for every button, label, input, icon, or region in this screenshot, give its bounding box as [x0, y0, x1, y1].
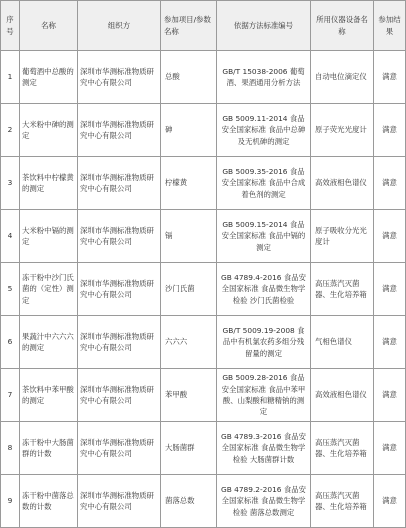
cell-standard: GB 4789.3-2016 食品安全国家标准 食品微生物学检验 大肠菌群计数: [217, 422, 311, 475]
cell-organizer: 深圳市华测标准物质研究中心有限公司: [78, 263, 161, 316]
cell-result: 满意: [374, 316, 406, 369]
cell-parameter: 苯甲酸: [161, 369, 217, 422]
header-std: 依据方法标准编号: [217, 1, 311, 51]
cell-organizer: 深圳市华测标准物质研究中心有限公司: [78, 422, 161, 475]
cell-instrument: 高压蒸汽灭菌器、生化培养箱: [311, 475, 374, 528]
header-org: 组织方: [78, 1, 161, 51]
cell-instrument: 原子吸收分光光度计: [311, 210, 374, 263]
cell-result: 满意: [374, 369, 406, 422]
cell-name: 茶饮料中柠檬黄的测定: [20, 157, 78, 210]
cell-instrument: 气相色谱仪: [311, 316, 374, 369]
cell-parameter: 大肠菌群: [161, 422, 217, 475]
cell-parameter: 沙门氏菌: [161, 263, 217, 316]
cell-index: 3: [1, 157, 20, 210]
cell-instrument: 高压蒸汽灭菌器、生化培养箱: [311, 422, 374, 475]
cell-result: 满意: [374, 475, 406, 528]
header-idx: 序号: [1, 1, 20, 51]
cell-organizer: 深圳市华测标准物质研究中心有限公司: [78, 157, 161, 210]
table-row: [1, 263, 406, 316]
cell-instrument: 自动电位滴定仪: [311, 51, 374, 104]
table-row: [1, 475, 406, 528]
cell-standard: GB 5009.28-2016 食品安全国家标准 食品中苯甲酸、山梨酸和糖精钠的测定: [217, 369, 311, 422]
cell-name: 茶饮料中苯甲酸的测定: [20, 369, 78, 422]
cell-instrument: 高效液相色谱仪: [311, 369, 374, 422]
table-row: [1, 51, 406, 104]
cell-result: 满意: [374, 263, 406, 316]
cell-standard: GB 5009.15-2014 食品安全国家标准 食品中镉的测定: [217, 210, 311, 263]
cell-name: 大米粉中镉的测定: [20, 210, 78, 263]
cell-result: 满意: [374, 210, 406, 263]
cell-standard: GB 4789.4-2016 食品安全国家标准 食品微生物学检验 沙门氏菌检验: [217, 263, 311, 316]
cell-parameter: 镉: [161, 210, 217, 263]
cell-index: 7: [1, 369, 20, 422]
table-row: [1, 157, 406, 210]
cell-organizer: 深圳市华测标准物质研究中心有限公司: [78, 104, 161, 157]
cell-instrument: 原子荧光光度计: [311, 104, 374, 157]
cell-name: 果蔬汁中六六六的测定: [20, 316, 78, 369]
header-param: 参加项目/参数名称: [161, 1, 217, 51]
cell-name: 冻干粉中大肠菌群的计数: [20, 422, 78, 475]
cell-standard: GB/T 15038-2006 葡萄酒、果酒通用分析方法: [217, 51, 311, 104]
cell-name: 大米粉中砷的测定: [20, 104, 78, 157]
header-row: [1, 1, 406, 51]
cell-parameter: 总酸: [161, 51, 217, 104]
cell-organizer: 深圳市华测标准物质研究中心有限公司: [78, 475, 161, 528]
cell-instrument: 高压蒸汽灭菌器、生化培养箱: [311, 263, 374, 316]
cell-parameter: 柠檬黄: [161, 157, 217, 210]
table-row: [1, 104, 406, 157]
cell-index: 4: [1, 210, 20, 263]
cell-standard: GB/T 5009.19-2008 食品中有机氯农药多组分残留量的测定: [217, 316, 311, 369]
cell-result: 满意: [374, 51, 406, 104]
table-row: [1, 210, 406, 263]
cell-result: 满意: [374, 104, 406, 157]
cell-result: 满意: [374, 157, 406, 210]
cell-standard: GB 4789.2-2016 食品安全国家标准 食品微生物学检验 菌落总数测定: [217, 475, 311, 528]
table-row: [1, 369, 406, 422]
header-result: 参加结果: [374, 1, 406, 51]
cell-standard: GB 5009.35-2016 食品安全国家标准 食品中合成着色剂的测定: [217, 157, 311, 210]
cell-parameter: 六六六: [161, 316, 217, 369]
cell-index: 2: [1, 104, 20, 157]
cell-parameter: 砷: [161, 104, 217, 157]
cell-name: 葡萄酒中总酸的测定: [20, 51, 78, 104]
cell-index: 8: [1, 422, 20, 475]
header-name: 名称: [20, 1, 78, 51]
cell-instrument: 高效液相色谱仪: [311, 157, 374, 210]
cell-organizer: 深圳市华测标准物质研究中心有限公司: [78, 51, 161, 104]
cell-organizer: 深圳市华测标准物质研究中心有限公司: [78, 210, 161, 263]
cell-standard: GB 5009.11-2014 食品安全国家标准 食品中总砷及无机砷的测定: [217, 104, 311, 157]
table-row: [1, 422, 406, 475]
header-inst: 所用仪器设备名称: [311, 1, 374, 51]
cell-index: 9: [1, 475, 20, 528]
cell-organizer: 深圳市华测标准物质研究中心有限公司: [78, 316, 161, 369]
cell-index: 5: [1, 263, 20, 316]
cell-name: 冻干粉中菌落总数的计数: [20, 475, 78, 528]
cell-index: 6: [1, 316, 20, 369]
table-row: [1, 316, 406, 369]
cell-organizer: 深圳市华测标准物质研究中心有限公司: [78, 369, 161, 422]
cell-index: 1: [1, 51, 20, 104]
cell-name: 冻干粉中沙门氏菌的（定性）测定: [20, 263, 78, 316]
cell-parameter: 菌落总数: [161, 475, 217, 528]
cell-result: 满意: [374, 422, 406, 475]
